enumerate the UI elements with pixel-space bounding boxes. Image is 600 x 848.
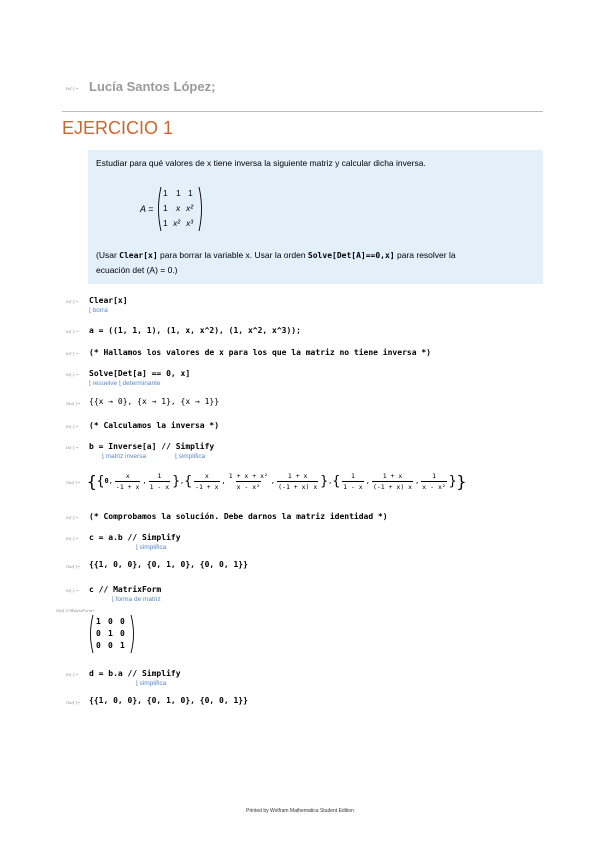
section-divider — [62, 111, 543, 112]
hint-simplifica: ⌊ simplifica — [136, 679, 166, 687]
inverse-input[interactable]: b = Inverse[a] // Simplify — [89, 442, 215, 451]
matrix-cell: 1 — [163, 188, 168, 198]
note-mid: para borrar la variable x. Usar la orden — [157, 250, 308, 260]
comment-input[interactable]: (* Calculamos la inversa *) — [89, 421, 220, 430]
hint-determinante: ⌊ determinante — [119, 379, 161, 387]
matrix-cell: 1 — [120, 641, 125, 650]
author-name[interactable]: Lucía Santos López; — [89, 79, 216, 94]
solve-input[interactable]: Solve[Det[a] == 0, x] — [89, 369, 191, 378]
usage-note — [96, 250, 456, 260]
matrix-cell: 0 — [108, 617, 113, 626]
matrixform-input[interactable]: c // MatrixForm — [89, 585, 162, 594]
note-suffix: para resolver la — [394, 250, 456, 260]
matrix-cell: 0 — [108, 641, 113, 650]
cell-label: Out[ ]= — [66, 480, 81, 485]
cell-label: In[ ]:= — [66, 351, 79, 356]
inverse-output: { { 0 , $\frac{x}{-1 + x}$ , $\frac{1}{1 - x}$ } , { $\frac{x}{-1 + x}$ , $\frac{\text{1 + x + x²}}{\text{x - x²}}$ , $\frac{1 + x}{(-1 + x) x}$ } , { $\frac{1}{1 - x}$ , $\frac{1 + x}{(-1 + x) x}$ , $\frac{1}{\text{x - x²}}$ } } — [87, 471, 467, 491]
comment-input[interactable]: (* Hallamos los valores de x para los que la matriz no tiene inversa *) — [89, 348, 431, 357]
clear-input[interactable]: Clear[x] — [89, 296, 128, 305]
print-footer: Printed by Wolfram Mathematica Student Edition — [246, 808, 354, 814]
hint-simplifica: ⌊ simplifica — [175, 452, 205, 460]
solve-output: {{x → 0}, {x → 1}, {x → 1}} — [89, 397, 220, 406]
matrix-a — [156, 186, 204, 232]
cell-label: In[ ]:= — [66, 299, 79, 304]
cell-label: Out[ ]= — [66, 564, 81, 569]
matrix-cell: 0 — [96, 629, 101, 638]
note-clear-code: Clear[x] — [119, 251, 158, 260]
cell-label: In[ ]:= — [66, 329, 79, 334]
hint-forma-de-matriz: ⌊ forma de matriz — [112, 595, 161, 603]
matrix-cell: 0 — [96, 641, 101, 650]
cell-label: In[ ]:= — [66, 588, 79, 593]
matrix-cell: 1 — [108, 629, 113, 638]
matrix-cell: 1 — [188, 188, 193, 198]
cell-label: In[ ]:= — [66, 372, 79, 377]
cell-label: Out[ ]= — [66, 700, 81, 705]
product-ba-input[interactable]: d = b.a // Simplify — [89, 669, 181, 678]
matrix-cell: x³ — [186, 218, 194, 228]
matrix-label: A = — [140, 204, 154, 214]
cell-label: In[ ]:= — [66, 536, 79, 541]
matrix-definition-input[interactable]: a = ((1, 1, 1), (1, x, x^2), (1, x^2, x^3)); — [89, 326, 301, 335]
section-title[interactable]: EJERCICIO 1 — [62, 118, 174, 138]
cell-label: In[ ]:= — [66, 424, 79, 429]
cell-label: In[ ]:= — [66, 672, 79, 677]
cell-label: In[ ]:= — [66, 86, 79, 91]
hint-borra: ⌊ borra — [89, 306, 108, 314]
cell-label: Out[ ]= — [66, 401, 81, 406]
matrix-cell: 1 — [163, 218, 168, 228]
cell-label: In[ ]:= — [66, 445, 79, 450]
matrix-cell: 0 — [120, 629, 125, 638]
matrix-cell: x² — [186, 203, 194, 213]
usage-note-line2: ecuación det (A) = 0.) — [96, 265, 178, 275]
comment-input[interactable]: (* Comprobamos la solución. Debe darnos la matriz identidad *) — [89, 512, 388, 521]
hint-matriz-inversa: ⌊ matriz inversa — [102, 452, 146, 460]
matrix-cell: 1 — [96, 617, 101, 626]
product-output: {{1, 0, 0}, {0, 1, 0}, {0, 0, 1}} — [89, 560, 248, 569]
note-prefix: (Usar — [96, 250, 120, 260]
cell-label: In[ ]:= — [66, 515, 79, 520]
note-solve-code: Solve[Det[A]==0,x] — [307, 251, 395, 260]
identity-matrix-output — [88, 614, 136, 654]
matrix-cell: x — [176, 203, 181, 213]
matrix-cell: 1 — [176, 188, 181, 198]
cell-label: Out[ ]//MatrixForm= — [56, 608, 96, 613]
matrix-cell: 1 — [163, 203, 168, 213]
matrix-cell: 0 — [120, 617, 125, 626]
product-input[interactable]: c = a.b // Simplify — [89, 533, 181, 542]
hint-resuelve: ⌊ resuelve — [89, 379, 117, 387]
product-ba-output: {{1, 0, 0}, {0, 1, 0}, {0, 0, 1}} — [89, 696, 248, 705]
exercise-text-box[interactable] — [88, 150, 543, 284]
matrix-cell: x² — [173, 218, 181, 228]
hint-simplifica: ⌊ simplifica — [136, 543, 166, 551]
exercise-intro: Estudiar para qué valores de x tiene inversa la siguiente matriz y calcular dicha inversa. — [96, 158, 426, 168]
